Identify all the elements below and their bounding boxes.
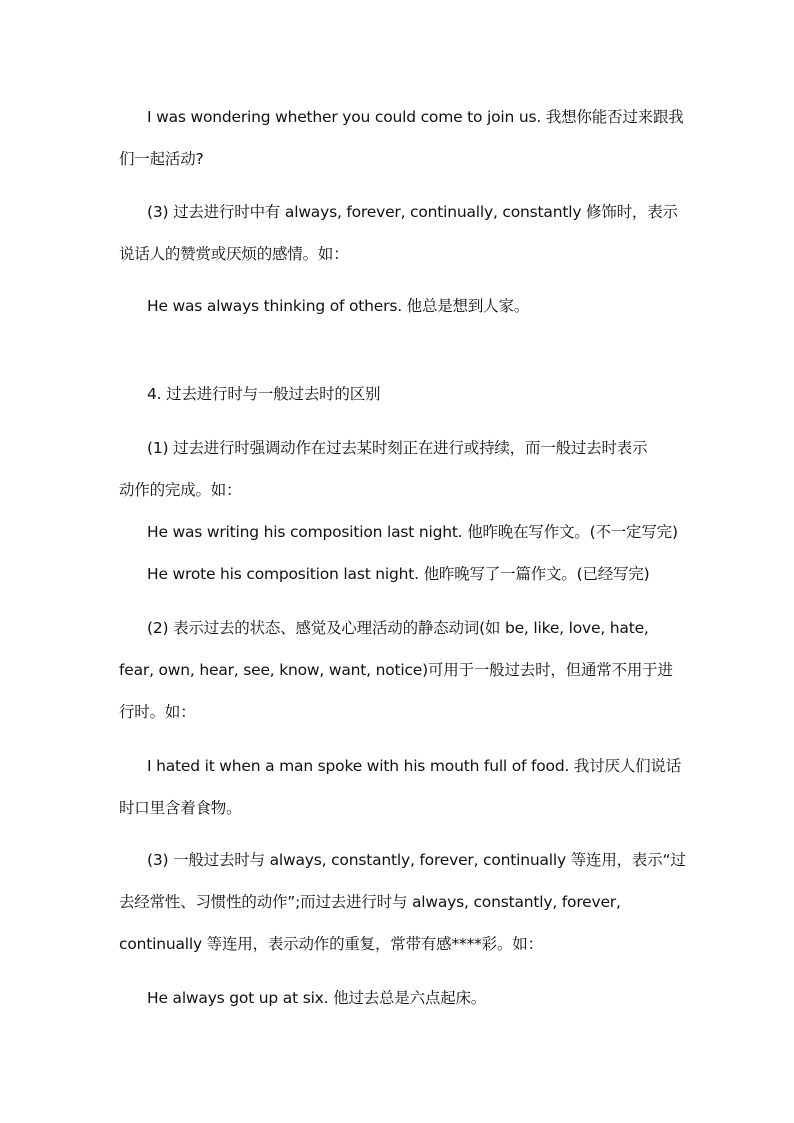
rule-3-line-1: (3) 过去进行时中有 always, forever, continually, constantly 修饰时，表示 [147, 203, 678, 221]
rule-2-line-2: fear, own, hear, see, know, want, notice)可用于一般过去时，但通常不用于进 [119, 661, 673, 679]
rule-3-line-2: 说话人的赞赏或厌烦的感情。如： [119, 245, 349, 263]
rule-3b-line-3: continually 等连用，表示动作的重复，常带有感****彩。如： [119, 935, 543, 953]
example-wondering-line-1: I was wondering whether you could come to join us. 我想你能否过来跟我 [147, 108, 684, 126]
example-was-writing: He was writing his composition last night. 他昨晚在写作文。(不一定写完) [147, 523, 678, 541]
example-hated-line-2: 时口里含着食物。 [119, 799, 242, 817]
rule-1-line-2: 动作的完成。如： [119, 481, 242, 499]
example-wondering-line-2: 们一起活动? [119, 150, 204, 168]
rule-1-line-1: (1) 过去进行时强调动作在过去某时刻正在进行或持续，而一般过去时表示 [147, 439, 648, 457]
example-wrote: He wrote his composition last night. 他昨晚写了一篇作文。(已经写完) [147, 565, 650, 583]
rule-3b-line-2: 去经常性、习惯性的动作”;而过去进行时与 always, constantly, forever, [119, 893, 621, 911]
rule-2-line-3: 行时。如： [119, 703, 196, 721]
example-got-up: He always got up at six. 他过去总是六点起床。 [147, 989, 487, 1007]
section-4-heading: 4. 过去进行时与一般过去时的区别 [147, 385, 381, 403]
rule-3b-line-1: (3) 一般过去时与 always, constantly, forever, continually 等连用，表示“过 [147, 851, 686, 869]
example-hated-line-1: I hated it when a man spoke with his mouth full of food. 我讨厌人们说话 [147, 757, 682, 775]
rule-2-line-1: (2) 表示过去的状态、感觉及心理活动的静态动词(如 be, like, love, hate, [147, 619, 649, 637]
example-always-thinking: He was always thinking of others. 他总是想到人家。 [147, 297, 530, 315]
